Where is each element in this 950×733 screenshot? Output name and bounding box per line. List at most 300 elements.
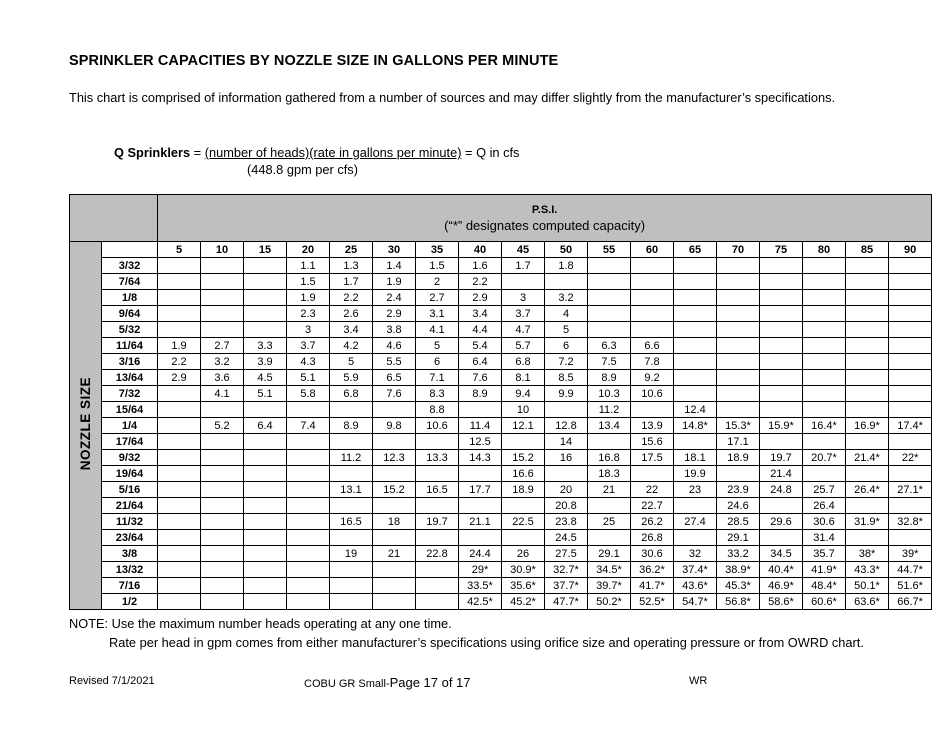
capacity-cell: 39.7* <box>588 578 631 594</box>
capacity-cell <box>588 290 631 306</box>
capacity-cell: 6.4 <box>459 354 502 370</box>
capacity-cell <box>373 434 416 450</box>
capacity-cell <box>545 402 588 418</box>
capacity-cell: 5 <box>416 338 459 354</box>
capacity-cell: 16.9* <box>846 418 889 434</box>
capacity-cell <box>502 274 545 290</box>
capacity-cell: 2.2 <box>330 290 373 306</box>
capacity-cell <box>201 274 244 290</box>
capacity-cell <box>674 354 717 370</box>
page-title: SPRINKLER CAPACITIES BY NOZZLE SIZE IN GALLONS PER MINUTE <box>69 53 559 69</box>
capacity-cell: 50.2* <box>588 594 631 610</box>
capacity-cell: 3.1 <box>416 306 459 322</box>
capacity-cell: 52.5* <box>631 594 674 610</box>
capacity-cell: 28.5 <box>717 514 760 530</box>
nozzle-size-cell: 3/32 <box>102 258 158 274</box>
capacity-cell: 14.3 <box>459 450 502 466</box>
capacity-cell <box>244 578 287 594</box>
capacity-cell: 22 <box>631 482 674 498</box>
psi-label: P.S.I. <box>531 204 558 216</box>
capacity-cell <box>674 498 717 514</box>
capacity-cell: 27.1* <box>889 482 932 498</box>
psi-column-header: 50 <box>545 242 588 258</box>
capacity-cell: 13.9 <box>631 418 674 434</box>
capacity-cell: 34.5 <box>760 546 803 562</box>
capacity-cell: 16 <box>545 450 588 466</box>
capacity-cell <box>803 258 846 274</box>
capacity-cell: 32 <box>674 546 717 562</box>
capacity-cell: 16.8 <box>588 450 631 466</box>
capacity-cell: 5 <box>545 322 588 338</box>
capacity-cell: 45.3* <box>717 578 760 594</box>
capacity-cell: 3.7 <box>287 338 330 354</box>
nozzle-size-cell: 7/32 <box>102 386 158 402</box>
capacity-cell <box>158 322 201 338</box>
capacity-cell <box>760 434 803 450</box>
capacity-cell: 5.5 <box>373 354 416 370</box>
capacity-cell: 29.6 <box>760 514 803 530</box>
capacity-cell: 30.6 <box>803 514 846 530</box>
capacity-cell: 23.9 <box>717 482 760 498</box>
table-row <box>70 530 932 546</box>
capacity-cell: 1.3 <box>330 258 373 274</box>
capacity-cell <box>889 434 932 450</box>
capacity-cell: 15.9* <box>760 418 803 434</box>
capacity-cell <box>201 578 244 594</box>
capacity-cell: 17.7 <box>459 482 502 498</box>
capacity-cell <box>201 562 244 578</box>
capacity-cell: 37.7* <box>545 578 588 594</box>
nozzle-size-cell: 7/64 <box>102 274 158 290</box>
capacity-cell <box>760 338 803 354</box>
capacity-cell <box>201 450 244 466</box>
capacity-cell <box>674 434 717 450</box>
capacity-cell: 32.7* <box>545 562 588 578</box>
capacity-cell <box>717 258 760 274</box>
capacity-cell <box>158 418 201 434</box>
capacity-cell <box>244 402 287 418</box>
table-row <box>70 290 932 306</box>
corner-cell <box>70 195 158 242</box>
formula-line-1 <box>114 144 519 161</box>
nozzle-size-label: NOZZLE SIZE <box>77 376 93 471</box>
capacity-cell <box>201 498 244 514</box>
capacity-cell <box>502 530 545 546</box>
capacity-cell: 42.5* <box>459 594 502 610</box>
capacity-cell <box>287 530 330 546</box>
capacity-cell <box>760 354 803 370</box>
capacity-cell <box>244 514 287 530</box>
capacity-cell: 23 <box>674 482 717 498</box>
table-row <box>70 354 932 370</box>
capacity-cell <box>889 306 932 322</box>
capacity-cell <box>244 290 287 306</box>
capacity-cell <box>459 402 502 418</box>
table-row <box>70 338 932 354</box>
capacity-cell <box>889 354 932 370</box>
capacity-cell: 29.1 <box>588 546 631 562</box>
capacity-cell: 8.9 <box>459 386 502 402</box>
capacity-cell <box>588 306 631 322</box>
capacity-cell: 26.8 <box>631 530 674 546</box>
capacity-cell: 3 <box>287 322 330 338</box>
capacity-cell <box>674 338 717 354</box>
capacity-cell <box>158 386 201 402</box>
capacity-cell <box>803 370 846 386</box>
capacity-cell <box>760 386 803 402</box>
capacity-cell <box>760 370 803 386</box>
capacity-cell <box>631 322 674 338</box>
capacity-cell: 14 <box>545 434 588 450</box>
capacity-cell: 60.6* <box>803 594 846 610</box>
table-row <box>70 498 932 514</box>
capacity-cell: 26 <box>502 546 545 562</box>
capacity-cell: 30.9* <box>502 562 545 578</box>
capacity-cell: 16.6 <box>502 466 545 482</box>
capacity-cell <box>201 306 244 322</box>
nozzle-size-cell: 17/64 <box>102 434 158 450</box>
nozzle-size-cell: 3/8 <box>102 546 158 562</box>
capacity-cell: 21.1 <box>459 514 502 530</box>
capacity-cell: 4 <box>545 306 588 322</box>
capacity-cell: 3 <box>502 290 545 306</box>
nozzle-size-cell: 7/16 <box>102 578 158 594</box>
psi-header <box>158 195 932 242</box>
capacity-cell: 6.5 <box>373 370 416 386</box>
psi-column-header: 65 <box>674 242 717 258</box>
capacity-cell: 2.9 <box>459 290 502 306</box>
footer-revised: Revised 7/1/2021 <box>69 675 155 687</box>
capacity-cell <box>588 530 631 546</box>
nozzle-size-cell: 1/8 <box>102 290 158 306</box>
capacity-cell: 2.2 <box>459 274 502 290</box>
capacity-cell <box>889 258 932 274</box>
capacity-cell <box>158 450 201 466</box>
capacity-cell: 21.4 <box>760 466 803 482</box>
capacity-cell: 1.7 <box>502 258 545 274</box>
capacity-cell <box>760 306 803 322</box>
capacity-cell <box>760 322 803 338</box>
capacity-cell <box>416 562 459 578</box>
capacity-cell <box>287 578 330 594</box>
nozzle-size-side-cell <box>70 242 102 610</box>
capacity-cell: 20.8 <box>545 498 588 514</box>
psi-column-header: 80 <box>803 242 846 258</box>
capacity-cell <box>201 514 244 530</box>
nozzle-size-cell: 9/32 <box>102 450 158 466</box>
capacity-cell: 7.8 <box>631 354 674 370</box>
capacity-cell: 18 <box>373 514 416 530</box>
capacity-cell: 12.5 <box>459 434 502 450</box>
capacity-cell <box>889 338 932 354</box>
capacity-cell <box>244 482 287 498</box>
capacity-cell: 35.7 <box>803 546 846 562</box>
capacity-cell <box>760 498 803 514</box>
capacity-cell: 56.8* <box>717 594 760 610</box>
capacity-cell: 22.7 <box>631 498 674 514</box>
capacity-cell: 4.2 <box>330 338 373 354</box>
capacity-cell <box>803 434 846 450</box>
capacity-cell: 6 <box>545 338 588 354</box>
table-row <box>70 258 932 274</box>
capacity-cell <box>717 402 760 418</box>
capacity-cell <box>889 466 932 482</box>
psi-column-header: 55 <box>588 242 631 258</box>
capacity-cell <box>803 274 846 290</box>
capacity-cell <box>717 466 760 482</box>
capacity-cell <box>803 354 846 370</box>
capacity-cell: 15.3* <box>717 418 760 434</box>
capacity-cell <box>760 402 803 418</box>
capacity-cell <box>889 370 932 386</box>
capacity-cell: 4.6 <box>373 338 416 354</box>
capacity-cell <box>674 306 717 322</box>
capacity-cell <box>717 386 760 402</box>
capacity-cell <box>717 370 760 386</box>
capacity-cell: 4.4 <box>459 322 502 338</box>
psi-column-header: 20 <box>287 242 330 258</box>
capacity-cell: 1.8 <box>545 258 588 274</box>
capacity-cell: 3.6 <box>201 370 244 386</box>
capacity-cell: 7.6 <box>459 370 502 386</box>
capacity-cell: 13.1 <box>330 482 373 498</box>
capacity-cell <box>158 498 201 514</box>
sprinkler-capacity-table <box>69 194 932 610</box>
capacity-cell <box>631 306 674 322</box>
nozzle-size-cell: 11/64 <box>102 338 158 354</box>
capacity-cell: 3.4 <box>330 322 373 338</box>
capacity-cell: 2.7 <box>416 290 459 306</box>
capacity-cell <box>330 594 373 610</box>
capacity-cell: 11.2 <box>330 450 373 466</box>
capacity-cell: 31.9* <box>846 514 889 530</box>
capacity-cell <box>846 370 889 386</box>
capacity-cell: 2.2 <box>158 354 201 370</box>
capacity-cell <box>373 402 416 418</box>
capacity-cell <box>287 562 330 578</box>
capacity-cell <box>244 562 287 578</box>
capacity-cell <box>244 466 287 482</box>
capacity-cell: 7.2 <box>545 354 588 370</box>
capacity-cell <box>287 450 330 466</box>
capacity-cell: 17.1 <box>717 434 760 450</box>
capacity-cell <box>373 498 416 514</box>
capacity-cell: 5.1 <box>244 386 287 402</box>
capacity-cell: 18.9 <box>717 450 760 466</box>
capacity-cell: 24.8 <box>760 482 803 498</box>
capacity-cell: 6.4 <box>244 418 287 434</box>
capacity-cell <box>846 306 889 322</box>
capacity-cell <box>158 434 201 450</box>
capacity-cell <box>803 402 846 418</box>
capacity-cell: 10 <box>502 402 545 418</box>
capacity-cell <box>373 530 416 546</box>
capacity-cell: 33.2 <box>717 546 760 562</box>
psi-column-header: 85 <box>846 242 889 258</box>
capacity-cell: 17.5 <box>631 450 674 466</box>
capacity-cell: 12.1 <box>502 418 545 434</box>
capacity-cell <box>416 466 459 482</box>
capacity-cell: 27.4 <box>674 514 717 530</box>
capacity-cell <box>889 402 932 418</box>
capacity-cell: 9.2 <box>631 370 674 386</box>
capacity-cell: 25 <box>588 514 631 530</box>
capacity-cell: 6.3 <box>588 338 631 354</box>
table-row <box>70 402 932 418</box>
capacity-cell: 35.6* <box>502 578 545 594</box>
capacity-cell <box>588 274 631 290</box>
capacity-cell <box>330 402 373 418</box>
capacity-cell <box>330 578 373 594</box>
capacity-cell: 4.7 <box>502 322 545 338</box>
capacity-cell <box>674 258 717 274</box>
capacity-cell: 19.9 <box>674 466 717 482</box>
capacity-cell <box>244 306 287 322</box>
capacity-cell: 2 <box>416 274 459 290</box>
capacity-cell <box>545 274 588 290</box>
capacity-cell: 10.6 <box>631 386 674 402</box>
nozzle-size-cell: 21/64 <box>102 498 158 514</box>
capacity-cell: 2.9 <box>373 306 416 322</box>
capacity-cell <box>201 466 244 482</box>
capacity-cell: 6.6 <box>631 338 674 354</box>
capacity-cell <box>846 402 889 418</box>
formula <box>114 144 519 178</box>
capacity-cell: 8.8 <box>416 402 459 418</box>
capacity-cell: 13.3 <box>416 450 459 466</box>
capacity-cell <box>287 434 330 450</box>
nozzle-size-cell: 15/64 <box>102 402 158 418</box>
capacity-cell: 16.5 <box>416 482 459 498</box>
capacity-cell <box>889 530 932 546</box>
table-row <box>70 434 932 450</box>
capacity-cell <box>287 402 330 418</box>
size-header-cell <box>102 242 158 258</box>
capacity-cell <box>760 258 803 274</box>
capacity-cell: 24.4 <box>459 546 502 562</box>
capacity-cell <box>760 290 803 306</box>
capacity-cell: 15.6 <box>631 434 674 450</box>
capacity-cell: 39* <box>889 546 932 562</box>
nozzle-size-cell: 5/16 <box>102 482 158 498</box>
nozzle-size-cell: 19/64 <box>102 466 158 482</box>
nozzle-size-cell: 13/64 <box>102 370 158 386</box>
capacity-cell <box>846 498 889 514</box>
capacity-cell: 9.8 <box>373 418 416 434</box>
capacity-cell: 30.6 <box>631 546 674 562</box>
capacity-cell <box>158 546 201 562</box>
capacity-cell <box>846 466 889 482</box>
capacity-cell <box>158 290 201 306</box>
capacity-cell <box>158 258 201 274</box>
capacity-cell <box>459 498 502 514</box>
capacity-cell <box>158 514 201 530</box>
psi-values-row <box>70 242 932 258</box>
capacity-cell <box>631 290 674 306</box>
capacity-cell: 7.6 <box>373 386 416 402</box>
capacity-cell: 32.8* <box>889 514 932 530</box>
capacity-cell <box>158 482 201 498</box>
capacity-cell <box>803 306 846 322</box>
capacity-cell <box>201 482 244 498</box>
psi-note: (“*” designates computed capacity) <box>444 218 646 233</box>
capacity-cell: 1.9 <box>373 274 416 290</box>
nozzle-size-cell: 1/2 <box>102 594 158 610</box>
nozzle-size-cell: 23/64 <box>102 530 158 546</box>
capacity-cell: 7.4 <box>287 418 330 434</box>
footer-doc-name: COBU GR Small- <box>304 678 390 690</box>
capacity-cell: 2.9 <box>158 370 201 386</box>
capacity-cell <box>889 322 932 338</box>
table-row <box>70 306 932 322</box>
psi-header-row <box>70 195 932 242</box>
capacity-cell: 40.4* <box>760 562 803 578</box>
capacity-cell: 26.4* <box>846 482 889 498</box>
capacity-cell <box>588 434 631 450</box>
capacity-cell: 41.9* <box>803 562 846 578</box>
capacity-cell <box>158 562 201 578</box>
capacity-cell <box>588 498 631 514</box>
capacity-cell <box>158 530 201 546</box>
capacity-cell: 1.6 <box>459 258 502 274</box>
capacity-cell: 48.4* <box>803 578 846 594</box>
psi-column-header: 35 <box>416 242 459 258</box>
capacity-cell: 9.4 <box>502 386 545 402</box>
capacity-cell: 5.1 <box>287 370 330 386</box>
capacity-cell: 19.7 <box>760 450 803 466</box>
psi-column-header: 10 <box>201 242 244 258</box>
capacity-cell <box>373 466 416 482</box>
capacity-cell <box>717 338 760 354</box>
capacity-cell <box>717 274 760 290</box>
capacity-cell: 24.5 <box>545 530 588 546</box>
capacity-cell <box>674 274 717 290</box>
capacity-cell: 19.7 <box>416 514 459 530</box>
capacity-cell: 6.8 <box>502 354 545 370</box>
psi-column-header: 5 <box>158 242 201 258</box>
capacity-cell: 20 <box>545 482 588 498</box>
capacity-cell <box>803 338 846 354</box>
capacity-cell <box>287 514 330 530</box>
capacity-cell: 24.6 <box>717 498 760 514</box>
capacity-cell: 3.3 <box>244 338 287 354</box>
capacity-cell <box>287 546 330 562</box>
formula-denominator: (448.8 gpm per cfs) <box>247 162 358 177</box>
capacity-cell <box>244 322 287 338</box>
capacity-cell <box>889 386 932 402</box>
nozzle-size-cell: 5/32 <box>102 322 158 338</box>
capacity-cell: 1.9 <box>287 290 330 306</box>
capacity-cell <box>416 434 459 450</box>
capacity-cell <box>373 578 416 594</box>
capacity-cell <box>158 466 201 482</box>
capacity-cell <box>244 450 287 466</box>
capacity-cell <box>846 386 889 402</box>
capacity-cell: 15.2 <box>373 482 416 498</box>
capacity-cell: 10.3 <box>588 386 631 402</box>
capacity-cell <box>717 354 760 370</box>
capacity-cell <box>846 274 889 290</box>
capacity-cell: 5.9 <box>330 370 373 386</box>
capacity-cell <box>244 546 287 562</box>
capacity-cell: 17.4* <box>889 418 932 434</box>
capacity-cell <box>287 594 330 610</box>
capacity-cell <box>416 594 459 610</box>
capacity-cell: 1.5 <box>416 258 459 274</box>
capacity-cell: 22* <box>889 450 932 466</box>
capacity-cell <box>287 498 330 514</box>
capacity-cell: 12.3 <box>373 450 416 466</box>
